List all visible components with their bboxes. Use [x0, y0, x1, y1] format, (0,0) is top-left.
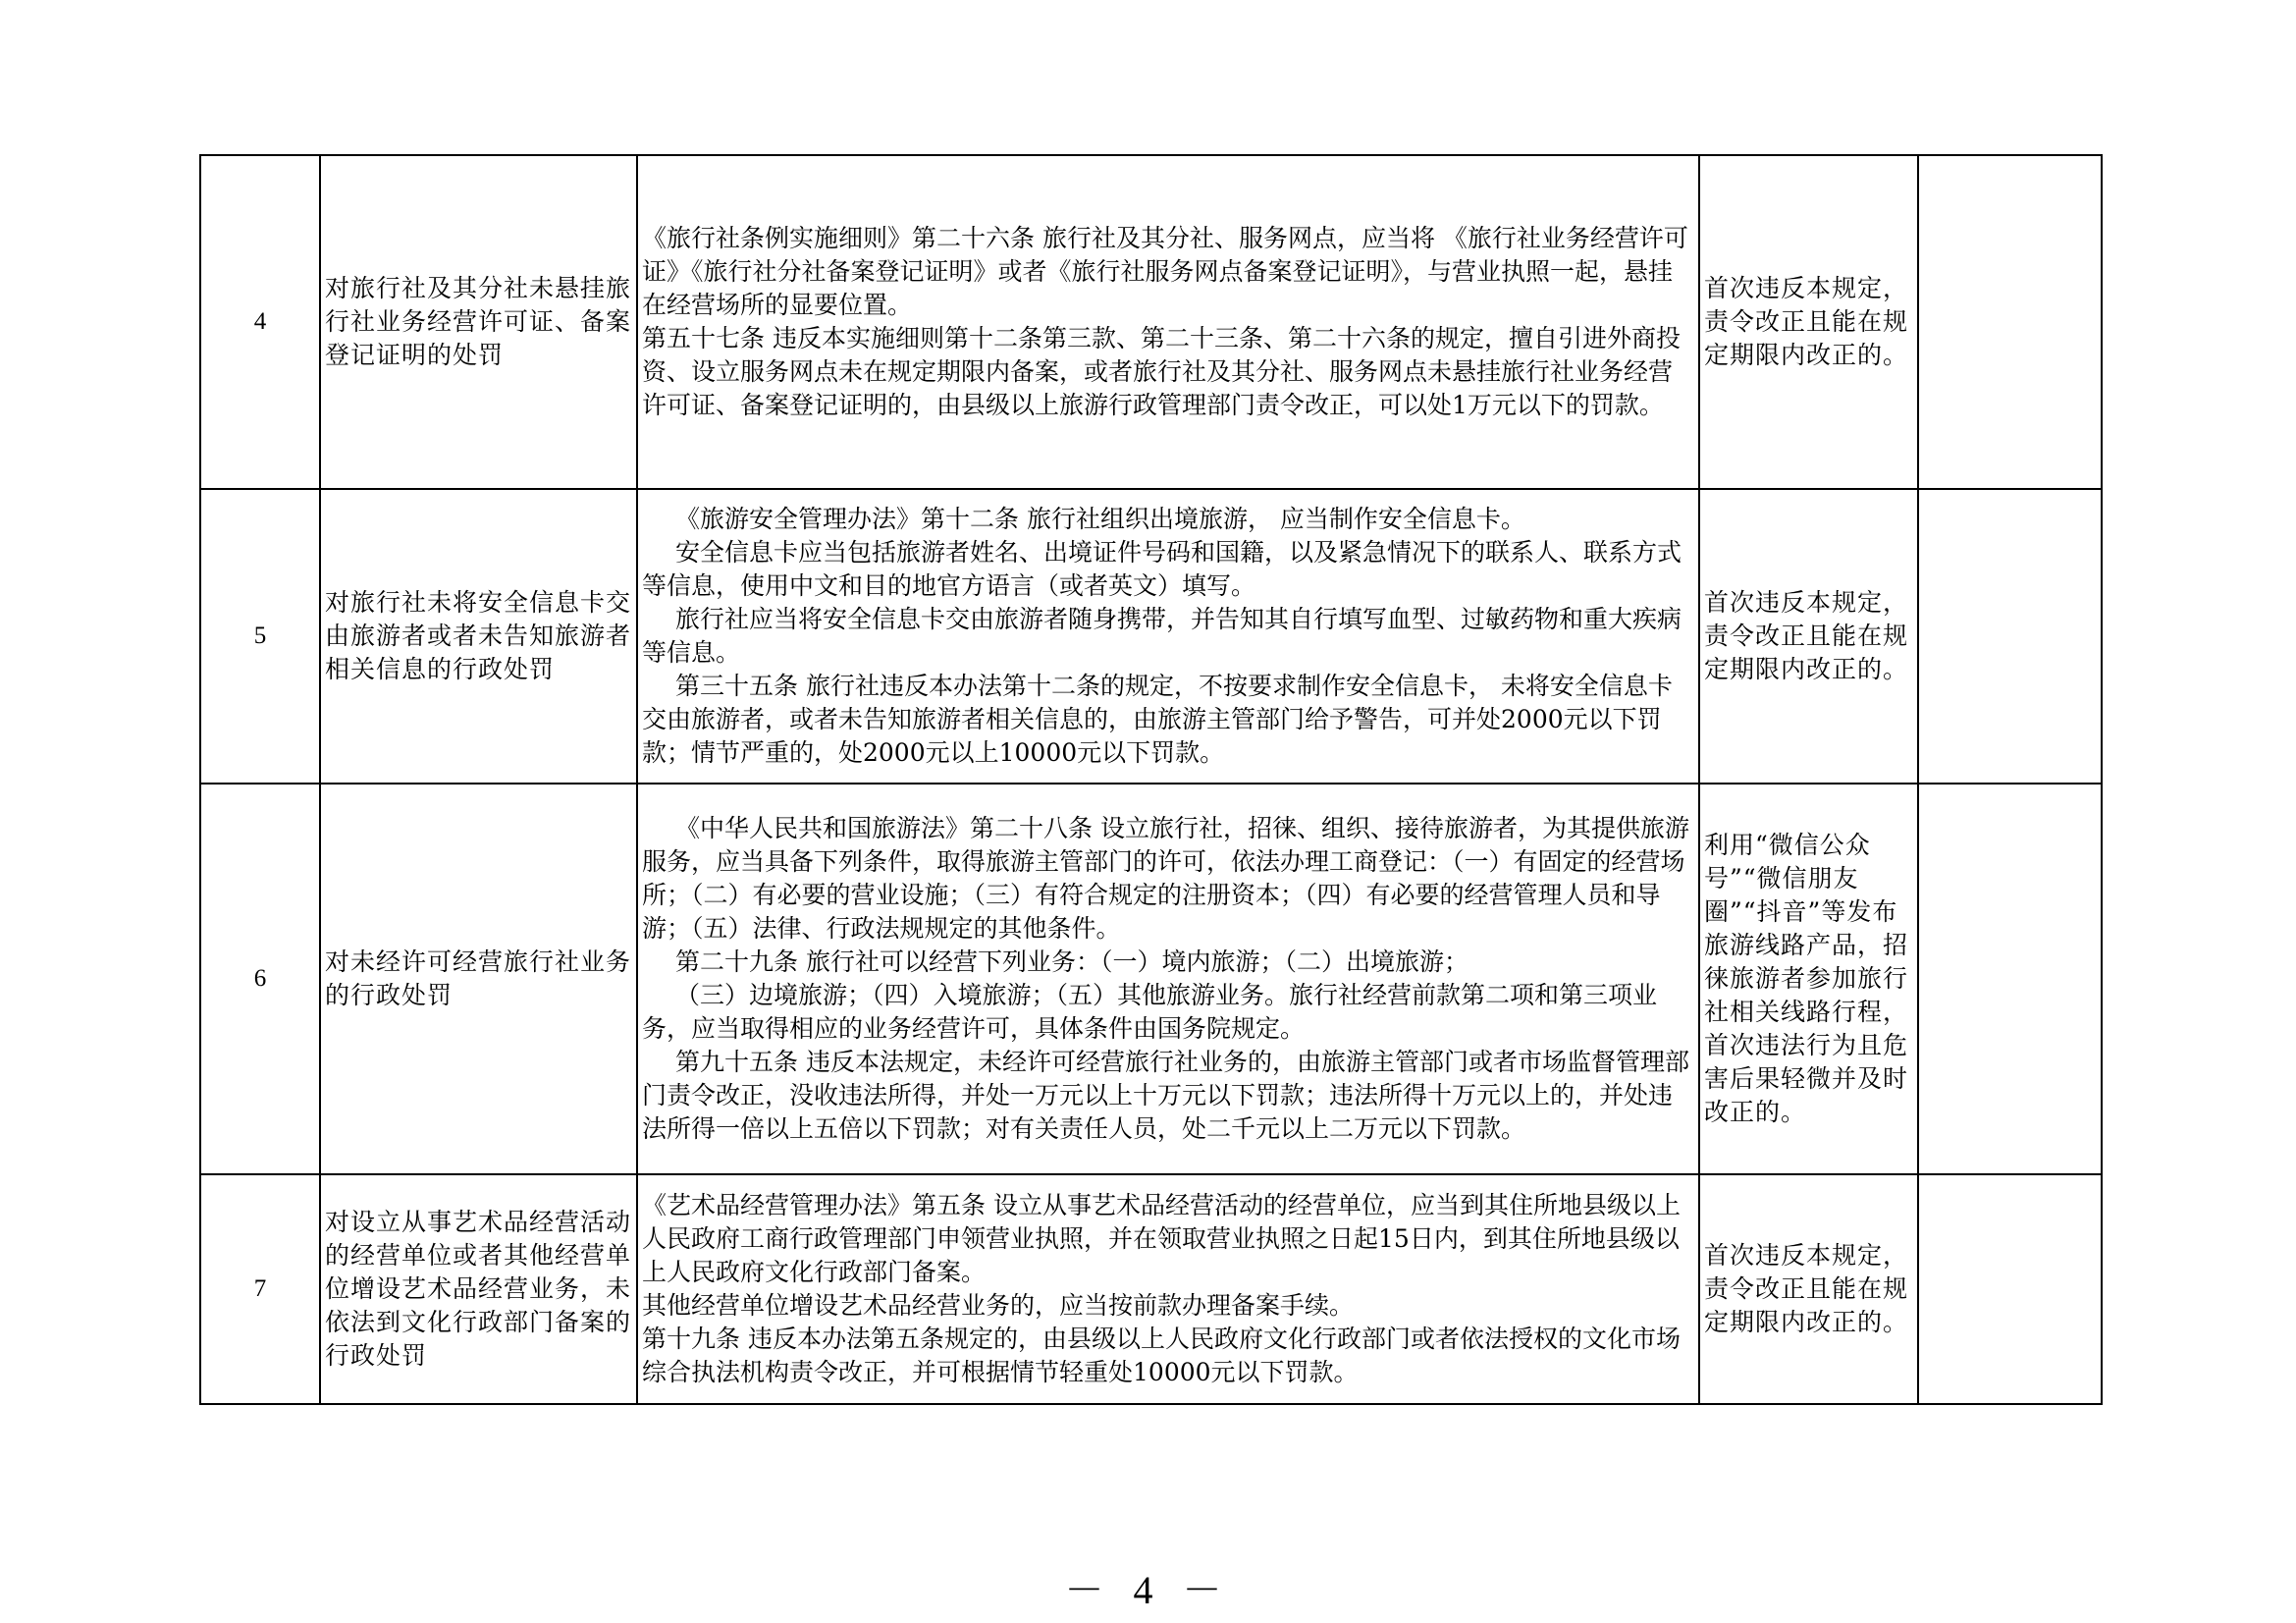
legal-basis-paragraph: 《中华人民共和国旅游法》第二十八条 设立旅行社，招徕、组织、接待旅游者，为其提供旅游服务，应当具备下列条件，取得旅游主管部门的许可，依法办理工商登记：（一）有固定的经营场所；（二）有必要的营业设施；（三）有符合规定的注册资本；（四）有必要的经营管理人员和导游；（五）法律、行政法规规定的其他条件。 — [642, 814, 1689, 943]
legal-basis-paragraph: 《艺术品经营管理办法》第五条 设立从事艺术品经营活动的经营单位，应当到其住所地县级以上人民政府工商行政管理部门申领营业执照，并在领取营业执照之日起15日内，到其住所地县级以上人民政府文化行政部门备案。 — [642, 1191, 1681, 1286]
exemption-condition: 首次违反本规定，责令改正且能在规定期限内改正的。 — [1699, 489, 1918, 784]
legal-basis-paragraph: 《旅游安全管理办法》第十二条 旅行社组织出境旅游， 应当制作安全信息卡。 — [675, 505, 1525, 533]
legal-basis-paragraph: 第三十五条 旅行社违反本办法第十二条的规定，不按要求制作安全信息卡， 未将安全信息卡交由旅游者，或者未告知旅游者相关信息的，由旅游主管部门给予警告，可并处2000元以下罚款；情节严重的，处2000元以上10000元以下罚款。 — [642, 672, 1673, 767]
violation-item: 对旅行社未将安全信息卡交由旅游者或者未告知旅游者相关信息的行政处罚 — [320, 489, 637, 784]
row-number: 5 — [200, 489, 320, 784]
violation-item: 对设立从事艺术品经营活动的经营单位或者其他经营单位增设艺术品经营业务，未依法到文化行政部门备案的行政处罚 — [320, 1174, 637, 1404]
remark-cell — [1918, 784, 2102, 1174]
legal-basis-paragraph: 《旅行社条例实施细则》第二十六条 旅行社及其分社、服务网点，应当将 《旅行社业务经营许可证》《旅行社分社备案登记证明》或者《旅行社服务网点备案登记证明》，与营业执照一起，悬挂在经营场所的显要位置。 — [642, 224, 1688, 319]
violation-item: 对未经许可经营旅行社业务的行政处罚 — [320, 784, 637, 1174]
legal-basis — [637, 784, 1699, 1174]
legal-basis-paragraph: 第九十五条 违反本法规定，未经许可经营旅行社业务的，由旅游主管部门或者市场监督管理部门责令改正，没收违法所得，并处一万元以上十万元以下罚款；违法所得十万元以上的，并处违法所得一倍以上五倍以下罚款；对有关责任人员，处二千元以上二万元以下罚款。 — [642, 1048, 1689, 1143]
remark-cell — [1918, 155, 2102, 489]
legal-basis-paragraph: 第十九条 违反本办法第五条规定的，由县级以上人民政府文化行政部门或者依法授权的文化市场综合执法机构责令改正，并可根据情节轻重处10000元以下罚款。 — [642, 1325, 1681, 1386]
legal-basis — [637, 489, 1699, 784]
legal-basis-paragraph: 安全信息卡应当包括旅游者姓名、出境证件号码和国籍，以及紧急情况下的联系人、联系方式等信息，使用中文和目的地官方语言（或者英文）填写。 — [642, 538, 1682, 600]
exemption-condition: 首次违反本规定，责令改正且能在规定期限内改正的。 — [1699, 1174, 1918, 1404]
page-number: － 4 － — [1064, 1568, 1232, 1612]
table-row — [200, 784, 2102, 1174]
legal-basis-paragraph: 其他经营单位增设艺术品经营业务的，应当按前款办理备案手续。 — [642, 1291, 1355, 1320]
exemption-condition: 首次违反本规定，责令改正且能在规定期限内改正的。 — [1699, 155, 1918, 489]
remark-cell — [1918, 1174, 2102, 1404]
legal-basis-paragraph: 第二十九条 旅行社可以经营下列业务：（一）境内旅游；（二）出境旅游； — [675, 947, 1468, 976]
row-number: 7 — [200, 1174, 320, 1404]
penalty-table — [199, 154, 2103, 1405]
table-row — [200, 1174, 2102, 1404]
table-row — [200, 489, 2102, 784]
legal-basis-paragraph: （三）边境旅游；（四）入境旅游；（五）其他旅游业务。旅行社经营前款第二项和第三项业务，应当取得相应的业务经营许可，具体条件由国务院规定。 — [642, 981, 1658, 1043]
legal-basis-paragraph: 旅行社应当将安全信息卡交由旅游者随身携带，并告知其自行填写血型、过敏药物和重大疾病等信息。 — [642, 605, 1682, 667]
row-number: 6 — [200, 784, 320, 1174]
remark-cell — [1918, 489, 2102, 784]
legal-basis — [637, 1174, 1699, 1404]
legal-basis — [637, 155, 1699, 489]
table-row — [200, 155, 2102, 489]
legal-basis-paragraph: 第五十七条 违反本实施细则第十二条第三款、第二十三条、第二十六条的规定，擅自引进外商投资、设立服务网点未在规定期限内备案，或者旅行社及其分社、服务网点未悬挂旅行社业务经营许可证、备案登记证明的，由县级以上旅游行政管理部门责令改正，可以处1万元以下的罚款。 — [642, 324, 1681, 419]
row-number: 4 — [200, 155, 320, 489]
exemption-condition: 利用“微信公众号”“微信朋友圈”“抖音”等发布旅游线路产品，招徕旅游者参加旅行社相关线路行程，首次违法行为且危害后果轻微并及时改正的。 — [1699, 784, 1918, 1174]
violation-item: 对旅行社及其分社未悬挂旅行社业务经营许可证、备案登记证明的处罚 — [320, 155, 637, 489]
